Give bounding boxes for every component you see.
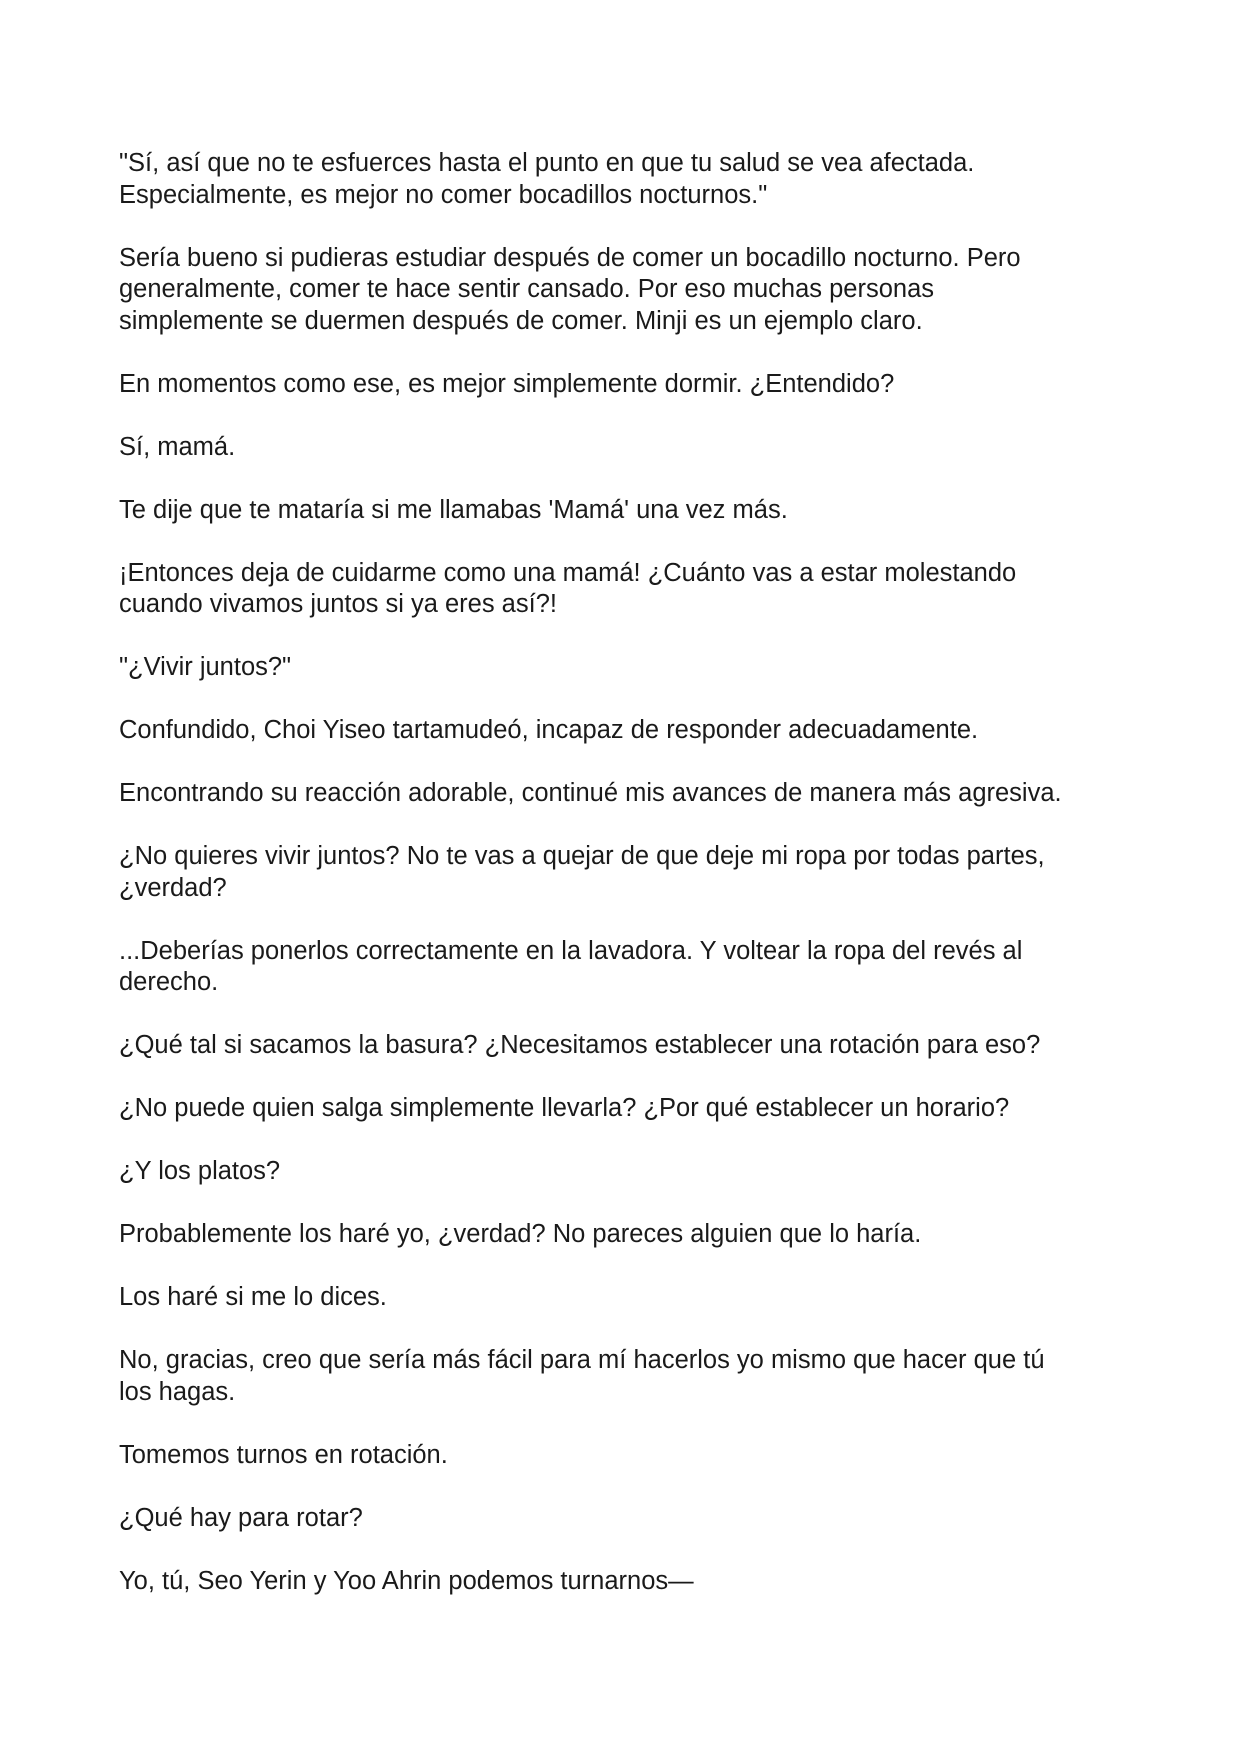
paragraph: Te dije que te mataría si me llamabas 'Mamá' una vez más. xyxy=(119,495,788,524)
paragraph: Encontrando su reacción adorable, continué mis avances de manera más agresiva. xyxy=(119,779,1062,807)
paragraph: No, gracias, creo que sería más fácil para mí hacerlos yo mismo que hacer que tú los hagas. xyxy=(119,1346,1045,1406)
paragraph: Tomemos turnos en rotación. xyxy=(119,1440,448,1469)
paragraph: Los haré si me lo dices. xyxy=(119,1283,387,1311)
paragraph: Sería bueno si pudieras estudiar después de comer un bocadillo nocturno. Pero generalmente, comer te hace sentir cansado. Por eso muchas personas simplemente se duermen después de comer. Minji es un ejemplo claro. xyxy=(119,243,1021,335)
paragraph: Confundido, Choi Yiseo tartamudeó, incapaz de responder adecuadamente. xyxy=(119,716,979,744)
paragraph: En momentos como ese, es mejor simplemente dormir. ¿Entendido? xyxy=(119,369,895,398)
paragraph: Sí, mamá. xyxy=(119,432,236,461)
paragraph: ¡Entonces deja de cuidarme como una mamá! ¿Cuánto vas a estar molestando cuando vivamos juntos si ya eres así?! xyxy=(119,558,1017,618)
paragraph: ¿Y los platos? xyxy=(119,1157,281,1185)
paragraph: ¿Qué tal si sacamos la basura? ¿Necesitamos establecer una rotación para eso? xyxy=(119,1031,1041,1059)
paragraph: Probablemente los haré yo, ¿verdad? No pareces alguien que lo haría. xyxy=(119,1220,922,1248)
paragraph: "Sí, así que no te esfuerces hasta el punto en que tu salud se vea afectada. Especialmente, es mejor no comer bocadillos nocturnos." xyxy=(119,149,975,209)
document-body xyxy=(119,148,1139,1629)
paragraph: ¿Qué hay para rotar? xyxy=(119,1503,363,1532)
paragraph: ...Deberías ponerlos correctamente en la lavadora. Y voltear la ropa del revés al derecho. xyxy=(119,936,1023,996)
paragraph: ¿No puede quien salga simplemente llevarla? ¿Por qué establecer un horario? xyxy=(119,1094,1010,1122)
paragraph: "¿Vivir juntos?" xyxy=(119,653,292,681)
paragraph: ¿No quieres vivir juntos? No te vas a quejar de que deje mi ropa por todas partes, ¿verdad? xyxy=(119,842,1045,902)
paragraph: Yo, tú, Seo Yerin y Yoo Ahrin podemos turnarnos— xyxy=(119,1566,694,1595)
